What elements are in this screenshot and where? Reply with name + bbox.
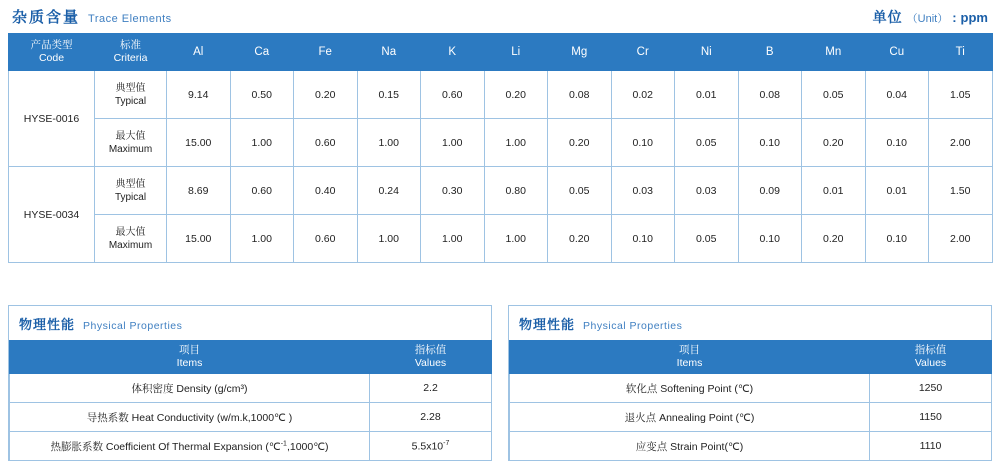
trace-elements-header	[8, 6, 992, 33]
value-cell: 0.03	[611, 167, 675, 215]
value-cell: 1.00	[484, 215, 548, 263]
header-element-k: K	[421, 34, 485, 71]
table-row	[10, 403, 492, 432]
value-cell: 2.00	[929, 119, 993, 167]
value-cell: 0.10	[865, 215, 929, 263]
property-value: $5.5x10^{-7}$	[370, 432, 492, 461]
panel-title-en: Physical Properties	[583, 320, 683, 332]
table-row	[9, 119, 993, 167]
criteria-cell: 最大值 Maximum	[95, 215, 167, 263]
unit-label-en: （Unit）	[906, 13, 949, 25]
header-items: 项目 Items	[10, 341, 370, 374]
value-cell: 0.20	[802, 119, 866, 167]
value-cell: 15.00	[167, 119, 231, 167]
physical-properties-table-right	[509, 340, 992, 461]
physical-properties-panel-left	[8, 305, 492, 461]
trace-title-en: Trace Elements	[88, 13, 172, 25]
trace-elements-section	[8, 6, 992, 263]
header-element-cu: Cu	[865, 34, 929, 71]
table-row	[9, 71, 993, 119]
value-cell: 0.10	[611, 119, 675, 167]
header-element-cr: Cr	[611, 34, 675, 71]
value-cell: 0.30	[421, 167, 485, 215]
value-cell: 0.03	[675, 167, 739, 215]
trace-elements-table	[8, 33, 993, 263]
value-cell: 0.80	[484, 167, 548, 215]
value-cell: 0.05	[802, 71, 866, 119]
value-cell: 0.01	[675, 71, 739, 119]
value-cell: 0.24	[357, 167, 421, 215]
value-cell: 1.00	[357, 215, 421, 263]
trace-title-cn: 杂质含量	[12, 9, 81, 26]
property-value: 2.2	[370, 374, 492, 403]
value-cell: 0.60	[230, 167, 294, 215]
physical-properties-table-left	[9, 340, 492, 461]
unit-value: ppm	[960, 10, 988, 25]
value-cell: 0.08	[548, 71, 612, 119]
value-cell: 0.01	[865, 167, 929, 215]
value-cell: 0.05	[675, 215, 739, 263]
value-cell: 0.40	[294, 167, 358, 215]
value-cell: 1.05	[929, 71, 993, 119]
header-element-fe: Fe	[294, 34, 358, 71]
value-cell: 1.00	[421, 215, 485, 263]
table-header-row	[9, 34, 993, 71]
header-element-li: Li	[484, 34, 548, 71]
trace-title-group	[12, 6, 172, 27]
header-element-ti: Ti	[929, 34, 993, 71]
table-header-row	[10, 341, 492, 374]
value-cell: 0.20	[548, 215, 612, 263]
property-item: 热膨胀系数 Coefficient Of Thermal Expansion (℃$^{-1}$,1000℃)	[10, 432, 370, 461]
value-cell: 0.04	[865, 71, 929, 119]
value-cell: 0.05	[675, 119, 739, 167]
value-cell: 0.50	[230, 71, 294, 119]
table-row	[10, 432, 492, 461]
value-cell: 0.10	[738, 215, 802, 263]
header-values: 指标值 Values	[870, 341, 992, 374]
panel-title-cn: 物理性能	[519, 317, 576, 332]
header-criteria: 标准 Criteria	[95, 34, 167, 71]
unit-colon: :	[952, 10, 957, 25]
product-code-cell: HYSE-0016	[9, 71, 95, 167]
header-element-b: B	[738, 34, 802, 71]
value-cell: 2.00	[929, 215, 993, 263]
panel-title-left	[9, 306, 491, 340]
value-cell: 1.00	[357, 119, 421, 167]
physical-properties-sections	[8, 305, 992, 461]
value-cell: 1.00	[230, 215, 294, 263]
value-cell: 8.69	[167, 167, 231, 215]
header-element-ni: Ni	[675, 34, 739, 71]
product-code-cell: HYSE-0034	[9, 167, 95, 263]
value-cell: 15.00	[167, 215, 231, 263]
panel-title-en: Physical Properties	[83, 320, 183, 332]
value-cell: 0.10	[738, 119, 802, 167]
property-item: 软化点 Softening Point (℃)	[510, 374, 870, 403]
value-cell: 9.14	[167, 71, 231, 119]
table-row	[510, 374, 992, 403]
value-cell: 0.02	[611, 71, 675, 119]
value-cell: 1.00	[230, 119, 294, 167]
value-cell: 0.60	[294, 215, 358, 263]
header-code: 产品类型 Code	[9, 34, 95, 71]
value-cell: 0.09	[738, 167, 802, 215]
header-values: 指标值 Values	[370, 341, 492, 374]
value-cell: 0.60	[294, 119, 358, 167]
table-row	[9, 215, 993, 263]
value-cell: 0.20	[294, 71, 358, 119]
header-items: 项目 Items	[510, 341, 870, 374]
table-row	[510, 432, 992, 461]
value-cell: 0.05	[548, 167, 612, 215]
value-cell: 0.10	[611, 215, 675, 263]
header-element-na: Na	[357, 34, 421, 71]
value-cell: 0.20	[484, 71, 548, 119]
unit-label-cn: 单位	[872, 9, 903, 25]
value-cell: 1.00	[484, 119, 548, 167]
value-cell: 1.00	[421, 119, 485, 167]
header-element-ca: Ca	[230, 34, 294, 71]
value-cell: 1.50	[929, 167, 993, 215]
panel-title-right	[509, 306, 991, 340]
value-cell: 0.01	[802, 167, 866, 215]
property-item: 导热系数 Heat Conductivity (w/m.k,1000℃ )	[10, 403, 370, 432]
property-value: 2.28	[370, 403, 492, 432]
property-value: 1150	[870, 403, 992, 432]
header-element-mg: Mg	[548, 34, 612, 71]
panel-title-cn: 物理性能	[19, 317, 76, 332]
value-cell: 0.20	[548, 119, 612, 167]
value-cell: 0.20	[802, 215, 866, 263]
value-cell: 0.60	[421, 71, 485, 119]
header-element-mn: Mn	[802, 34, 866, 71]
criteria-cell: 最大值 Maximum	[95, 119, 167, 167]
table-row	[510, 403, 992, 432]
physical-properties-panel-right	[508, 305, 992, 461]
table-row	[9, 167, 993, 215]
table-row	[10, 374, 492, 403]
table-header-row	[510, 341, 992, 374]
property-item: 体积密度 Density (g/cm³)	[10, 374, 370, 403]
property-item: 退火点 Annealing Point (℃)	[510, 403, 870, 432]
value-cell: 0.08	[738, 71, 802, 119]
property-value: 1250	[870, 374, 992, 403]
value-cell: 0.10	[865, 119, 929, 167]
header-element-al: Al	[167, 34, 231, 71]
property-value: 1110	[870, 432, 992, 461]
value-cell: 0.15	[357, 71, 421, 119]
criteria-cell: 典型值 Typical	[95, 71, 167, 119]
criteria-cell: 典型值 Typical	[95, 167, 167, 215]
unit-group	[873, 7, 988, 27]
property-item: 应变点 Strain Point(℃)	[510, 432, 870, 461]
